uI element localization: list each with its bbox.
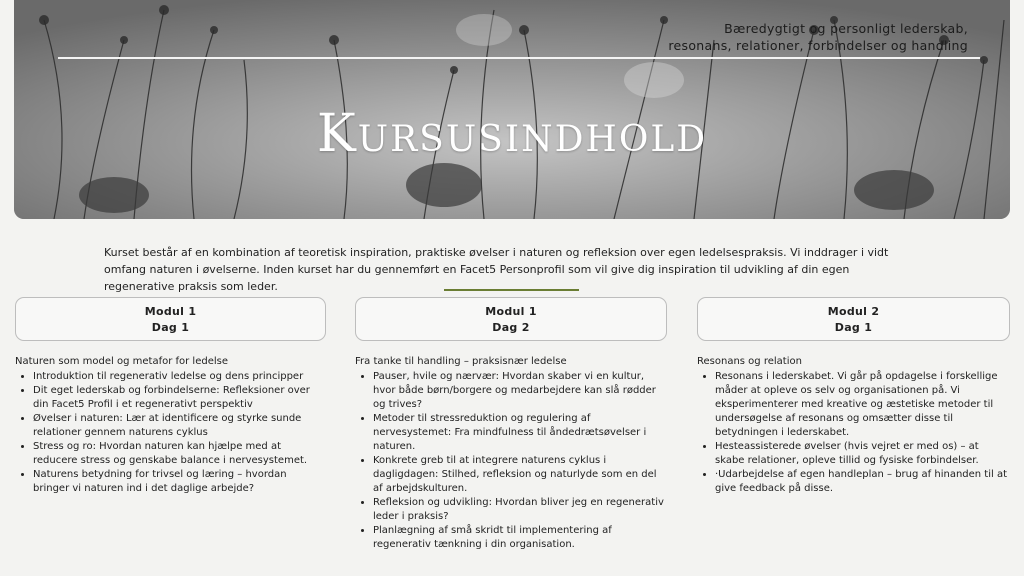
- list-item: • Resonans i lederskabet. Vi går på opdagelse i forskellige måder at opleve os selv og organisationen på. Vi eksperimenterer med kreative og æstetiske metoder til undersøgelse af resonans og omsætter disse til betydningen i lederskabet.: [715, 370, 1009, 440]
- module-2-day-1-content: [697, 355, 1009, 496]
- list-item: • Konkrete greb til at integrere naturens cyklus i dagligdagen: Stilhed, refleksion og naturlyde som en del af arbejdskulturen.: [373, 454, 667, 496]
- list-item: • Planlægning af små skridt til implementering af regenerativ tænkning i din organisation.: [373, 524, 667, 552]
- module-item-list: [15, 370, 325, 496]
- module-2-day-1-box: [697, 297, 1010, 341]
- module-day: Dag 2: [492, 321, 530, 334]
- module-1-day-2-content: [355, 355, 667, 552]
- tagline-line-1: Bæredygtigt og personligt lederskab,: [724, 21, 968, 36]
- module-day: Dag 1: [151, 321, 190, 334]
- tagline: [608, 20, 968, 54]
- module-1-day-1-box: [15, 297, 326, 341]
- module-section-title: Resonans og relation: [697, 356, 802, 367]
- accent-divider: [444, 289, 579, 291]
- module-label: Modul 1: [144, 305, 197, 318]
- list-item: • Refleksion og udvikling: Hvordan bliver jeg en regenerativ leder i praksis?: [373, 496, 667, 524]
- list-item: • ·Udarbejdelse af egen handleplan – brug af hinanden til at give feedback på disse.: [715, 468, 1009, 496]
- page-title: Kursusindhold: [316, 104, 708, 164]
- module-day: Dag 1: [834, 321, 873, 334]
- module-label: Modul 1: [485, 305, 537, 318]
- hero-banner: [14, 0, 1010, 219]
- list-item: • Naturens betydning for trivsel og læring – hvordan bringer vi naturen ind i det daglige arbejde?: [33, 468, 325, 496]
- list-item: • Dit eget lederskab og forbindelserne: Refleksioner over din Facet5 Profil i et regenerativt perspektiv: [33, 384, 325, 412]
- tagline-line-2: resonans, relationer, forbindelser og handling: [668, 38, 968, 53]
- module-section-title: Fra tanke til handling – praksisnær ledelse: [355, 356, 567, 367]
- module-1-day-1-content: [15, 355, 325, 496]
- list-item: • Stress og ro: Hvordan naturen kan hjælpe med at reducere stress og genskabe balance i nervesystemet.: [33, 440, 325, 468]
- list-item: • Metoder til stressreduktion og regulering af nervesystemet: Fra mindfulness til åndedrætsøvelser i naturen.: [373, 412, 667, 454]
- module-section-title: Naturen som model og metafor for ledelse: [15, 356, 229, 367]
- intro-paragraph: Kurset består af en kombination af teoretisk inspiration, praktiske øvelser i naturen og refleksion over egen ledelsespraksis. Vi inddrager i vidt omfang naturen i øvelserne. Inden kurset har du gennemført en Facet5 Personprofil som vil give dig inspiration til udvikling af din egen regenerative praksis som leder.: [104, 246, 889, 293]
- module-item-list: [697, 370, 1009, 496]
- module-item-list: [355, 370, 667, 552]
- module-label: Modul 2: [827, 305, 880, 318]
- list-item: • Øvelser i naturen: Lær at identificere og styrke sunde relationer gennem naturens cyklus: [33, 412, 325, 440]
- hero-divider: [58, 57, 980, 59]
- list-item: • Hesteassisterede øvelser (hvis vejret er med os) – at skabe relationer, opleve tillid og fysiske forbindelser.: [715, 440, 1009, 468]
- list-item: • Introduktion til regenerativ ledelse og dens principper: [33, 370, 325, 384]
- list-item: • Pauser, hvile og nærvær: Hvordan skaber vi en kultur, hvor både børn/borgere og medarbejdere kan slå rødder og trives?: [373, 370, 667, 412]
- module-1-day-2-box: [355, 297, 667, 341]
